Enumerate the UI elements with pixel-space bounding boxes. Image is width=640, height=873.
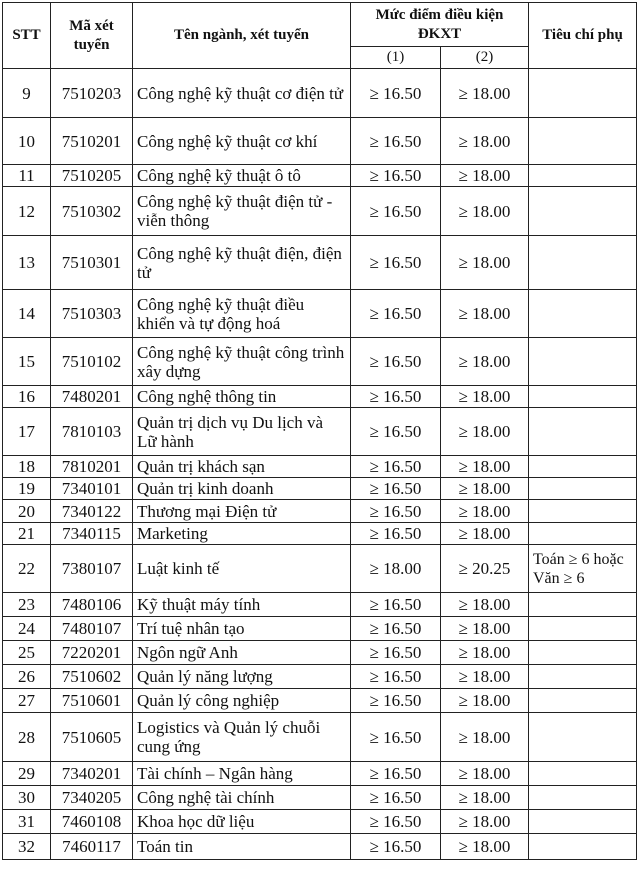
- table-row: [3, 641, 637, 665]
- row-stt: 15: [3, 338, 51, 386]
- table-row: [3, 187, 637, 236]
- row-extra: Toán ≥ 6 hoặc Văn ≥ 6: [529, 545, 637, 593]
- table-row: [3, 810, 637, 834]
- row-stt: 32: [3, 834, 51, 860]
- row-score-1: ≥ 16.50: [351, 165, 441, 187]
- row-score-2: ≥ 18.00: [441, 810, 529, 834]
- row-score-2: ≥ 18.00: [441, 786, 529, 810]
- header-extra: Tiêu chí phụ: [529, 3, 637, 69]
- row-code: 7510605: [51, 713, 133, 762]
- row-stt: 26: [3, 665, 51, 689]
- row-name: Toán tin: [133, 834, 351, 860]
- row-score-2: ≥ 18.00: [441, 187, 529, 236]
- row-stt: 27: [3, 689, 51, 713]
- row-stt: 31: [3, 810, 51, 834]
- table-row: [3, 408, 637, 456]
- row-name: Công nghệ kỹ thuật ô tô: [133, 165, 351, 187]
- table-row: [3, 478, 637, 500]
- row-score-1: ≥ 18.00: [351, 545, 441, 593]
- row-name: Công nghệ kỹ thuật điện tử - viễn thông: [133, 187, 351, 236]
- row-code: 7810103: [51, 408, 133, 456]
- row-score-1: ≥ 16.50: [351, 187, 441, 236]
- row-code: 7340122: [51, 500, 133, 523]
- row-score-2: ≥ 18.00: [441, 834, 529, 860]
- row-score-2: ≥ 18.00: [441, 500, 529, 523]
- row-extra: [529, 617, 637, 641]
- row-name: Tài chính – Ngân hàng: [133, 762, 351, 786]
- row-score-1: ≥ 16.50: [351, 810, 441, 834]
- row-code: 7340101: [51, 478, 133, 500]
- table-row: [3, 762, 637, 786]
- row-name: Công nghệ kỹ thuật điều khiển và tự động hoá: [133, 290, 351, 338]
- row-extra: [529, 500, 637, 523]
- row-name: Quản trị kinh doanh: [133, 478, 351, 500]
- table-row: [3, 338, 637, 386]
- row-score-1: ≥ 16.50: [351, 338, 441, 386]
- row-name: Công nghệ kỹ thuật công trình xây dựng: [133, 338, 351, 386]
- row-code: 7510601: [51, 689, 133, 713]
- row-score-1: ≥ 16.50: [351, 478, 441, 500]
- row-name: Công nghệ thông tin: [133, 386, 351, 408]
- row-name: Quản lý công nghiệp: [133, 689, 351, 713]
- row-score-1: ≥ 16.50: [351, 408, 441, 456]
- row-code: 7510102: [51, 338, 133, 386]
- row-stt: 22: [3, 545, 51, 593]
- row-score-1: ≥ 16.50: [351, 386, 441, 408]
- row-score-1: ≥ 16.50: [351, 118, 441, 165]
- header-score: Mức điểm điều kiện ĐKXT: [351, 3, 529, 47]
- row-score-1: ≥ 16.50: [351, 500, 441, 523]
- table-row: [3, 456, 637, 478]
- row-score-1: ≥ 16.50: [351, 689, 441, 713]
- row-extra: [529, 762, 637, 786]
- row-stt: 30: [3, 786, 51, 810]
- row-code: 7810201: [51, 456, 133, 478]
- row-code: 7510203: [51, 69, 133, 118]
- row-stt: 25: [3, 641, 51, 665]
- row-score-1: ≥ 16.50: [351, 834, 441, 860]
- row-score-2: ≥ 20.25: [441, 545, 529, 593]
- row-extra: [529, 386, 637, 408]
- row-name: Thương mại Điện tử: [133, 500, 351, 523]
- row-name: Ngôn ngữ Anh: [133, 641, 351, 665]
- row-stt: 23: [3, 593, 51, 617]
- table-row: [3, 236, 637, 290]
- row-code: 7510303: [51, 290, 133, 338]
- row-score-1: ≥ 16.50: [351, 713, 441, 762]
- row-score-2: ≥ 18.00: [441, 290, 529, 338]
- header-name: Tên ngành, xét tuyển: [133, 3, 351, 69]
- row-score-2: ≥ 18.00: [441, 478, 529, 500]
- row-name: Công nghệ kỹ thuật cơ khí: [133, 118, 351, 165]
- table-row: [3, 786, 637, 810]
- row-stt: 18: [3, 456, 51, 478]
- row-stt: 13: [3, 236, 51, 290]
- row-score-1: ≥ 16.50: [351, 523, 441, 545]
- row-name: Quản trị khách sạn: [133, 456, 351, 478]
- row-extra: [529, 665, 637, 689]
- row-name: Marketing: [133, 523, 351, 545]
- row-code: 7340205: [51, 786, 133, 810]
- table-row: [3, 386, 637, 408]
- admission-table: [2, 2, 637, 860]
- row-extra: [529, 593, 637, 617]
- row-stt: 29: [3, 762, 51, 786]
- row-name: Công nghệ kỹ thuật điện, điện tử: [133, 236, 351, 290]
- row-score-2: ≥ 18.00: [441, 456, 529, 478]
- table-row: [3, 593, 637, 617]
- row-score-2: ≥ 18.00: [441, 165, 529, 187]
- row-name: Luật kinh tế: [133, 545, 351, 593]
- row-score-1: ≥ 16.50: [351, 69, 441, 118]
- row-stt: 10: [3, 118, 51, 165]
- row-extra: [529, 713, 637, 762]
- row-score-2: ≥ 18.00: [441, 118, 529, 165]
- row-code: 7220201: [51, 641, 133, 665]
- row-code: 7460108: [51, 810, 133, 834]
- table-row: [3, 689, 637, 713]
- table-row: [3, 290, 637, 338]
- row-score-2: ≥ 18.00: [441, 593, 529, 617]
- table-row: [3, 69, 637, 118]
- row-extra: [529, 689, 637, 713]
- row-stt: 17: [3, 408, 51, 456]
- row-score-2: ≥ 18.00: [441, 386, 529, 408]
- table-row: [3, 165, 637, 187]
- header-col1: (1): [351, 47, 441, 69]
- header-stt: STT: [3, 3, 51, 69]
- row-score-2: ≥ 18.00: [441, 338, 529, 386]
- row-code: 7480106: [51, 593, 133, 617]
- table-row: [3, 545, 637, 593]
- row-score-2: ≥ 18.00: [441, 713, 529, 762]
- table-row: [3, 713, 637, 762]
- row-stt: 20: [3, 500, 51, 523]
- table-row: [3, 500, 637, 523]
- row-code: 7380107: [51, 545, 133, 593]
- row-score-1: ≥ 16.50: [351, 290, 441, 338]
- row-stt: 14: [3, 290, 51, 338]
- row-score-1: ≥ 16.50: [351, 762, 441, 786]
- row-score-1: ≥ 16.50: [351, 593, 441, 617]
- row-extra: [529, 69, 637, 118]
- row-extra: [529, 456, 637, 478]
- row-stt: 11: [3, 165, 51, 187]
- table-row: [3, 665, 637, 689]
- table-row: [3, 523, 637, 545]
- row-score-1: ≥ 16.50: [351, 456, 441, 478]
- row-name: Kỹ thuật máy tính: [133, 593, 351, 617]
- row-score-2: ≥ 18.00: [441, 762, 529, 786]
- header-col2: (2): [441, 47, 529, 69]
- row-score-1: ≥ 16.50: [351, 665, 441, 689]
- table-row: [3, 118, 637, 165]
- row-code: 7480201: [51, 386, 133, 408]
- row-code: 7480107: [51, 617, 133, 641]
- row-extra: [529, 786, 637, 810]
- row-extra: [529, 478, 637, 500]
- row-code: 7510201: [51, 118, 133, 165]
- row-code: 7510602: [51, 665, 133, 689]
- row-code: 7340115: [51, 523, 133, 545]
- row-extra: [529, 187, 637, 236]
- row-extra: [529, 641, 637, 665]
- row-score-2: ≥ 18.00: [441, 408, 529, 456]
- row-stt: 24: [3, 617, 51, 641]
- row-extra: [529, 408, 637, 456]
- row-score-2: ≥ 18.00: [441, 641, 529, 665]
- row-extra: [529, 118, 637, 165]
- row-stt: 19: [3, 478, 51, 500]
- row-name: Quản trị dịch vụ Du lịch và Lữ hành: [133, 408, 351, 456]
- row-extra: [529, 523, 637, 545]
- row-code: 7510301: [51, 236, 133, 290]
- row-extra: [529, 834, 637, 860]
- row-stt: 16: [3, 386, 51, 408]
- row-score-1: ≥ 16.50: [351, 786, 441, 810]
- row-extra: [529, 165, 637, 187]
- row-name: Trí tuệ nhân tạo: [133, 617, 351, 641]
- row-stt: 21: [3, 523, 51, 545]
- row-score-1: ≥ 16.50: [351, 236, 441, 290]
- row-score-1: ≥ 16.50: [351, 617, 441, 641]
- row-name: Công nghệ kỹ thuật cơ điện tử: [133, 69, 351, 118]
- row-stt: 28: [3, 713, 51, 762]
- table-body: [3, 69, 637, 860]
- row-extra: [529, 290, 637, 338]
- table-row: [3, 834, 637, 860]
- row-score-2: ≥ 18.00: [441, 665, 529, 689]
- row-score-2: ≥ 18.00: [441, 236, 529, 290]
- row-name: Công nghệ tài chính: [133, 786, 351, 810]
- row-extra: [529, 810, 637, 834]
- row-score-2: ≥ 18.00: [441, 689, 529, 713]
- row-score-2: ≥ 18.00: [441, 69, 529, 118]
- row-name: Quản lý năng lượng: [133, 665, 351, 689]
- row-code: 7510205: [51, 165, 133, 187]
- row-extra: [529, 338, 637, 386]
- row-score-1: ≥ 16.50: [351, 641, 441, 665]
- row-score-2: ≥ 18.00: [441, 523, 529, 545]
- row-code: 7340201: [51, 762, 133, 786]
- row-score-2: ≥ 18.00: [441, 617, 529, 641]
- row-code: 7460117: [51, 834, 133, 860]
- row-extra: [529, 236, 637, 290]
- row-stt: 12: [3, 187, 51, 236]
- row-name: Khoa học dữ liệu: [133, 810, 351, 834]
- table-row: [3, 617, 637, 641]
- header-code: Mã xét tuyển: [51, 3, 133, 69]
- row-code: 7510302: [51, 187, 133, 236]
- row-stt: 9: [3, 69, 51, 118]
- row-name: Logistics và Quản lý chuỗi cung ứng: [133, 713, 351, 762]
